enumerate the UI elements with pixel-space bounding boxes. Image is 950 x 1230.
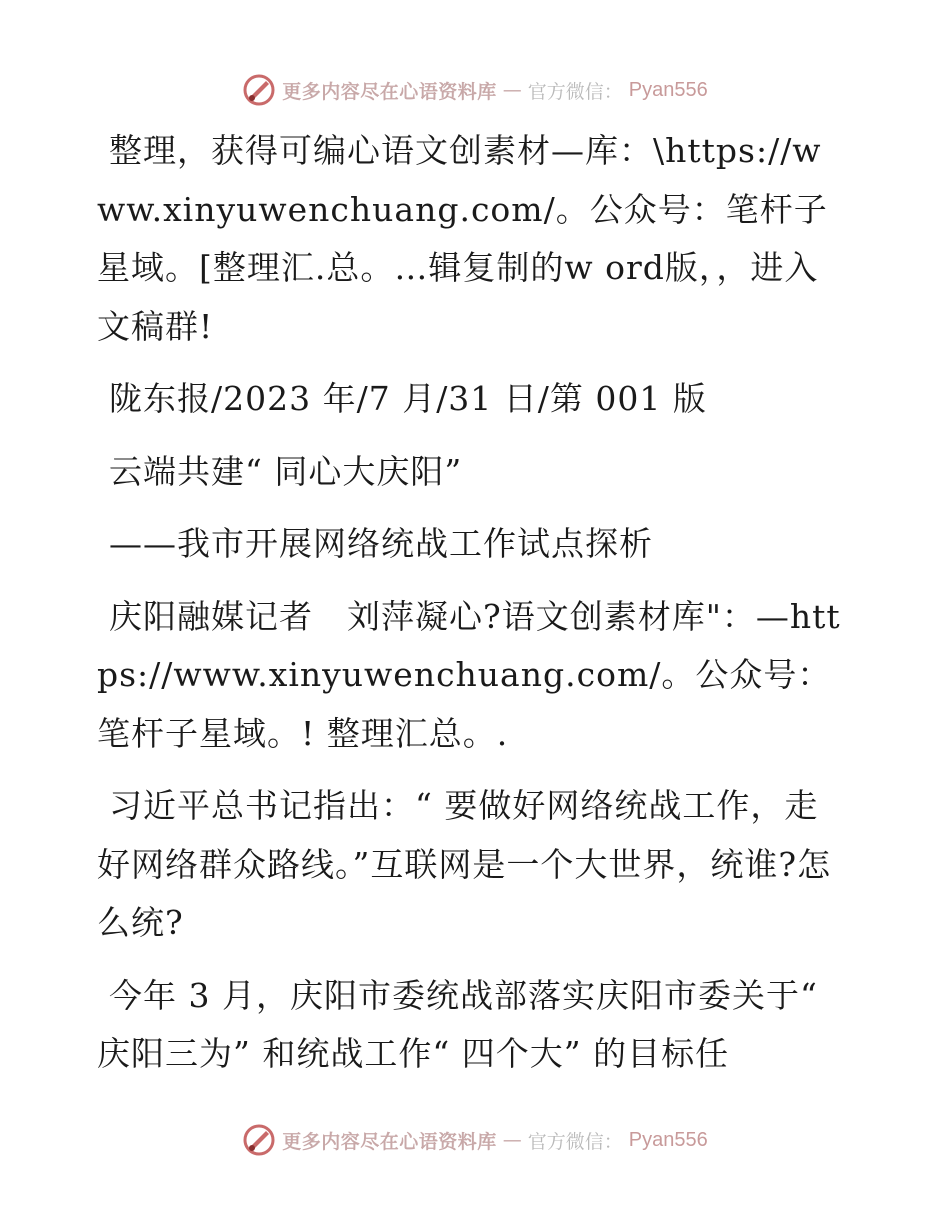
watermark-separator: — xyxy=(502,1129,522,1151)
header-watermark xyxy=(0,70,950,110)
watermark-text: 更多内容尽在心语资料库 xyxy=(282,80,497,103)
article-subtitle: ——我市开展网络统战工作试点探析 xyxy=(109,524,653,563)
article-title: 云端共建“ 同心大庆阳” xyxy=(109,451,463,491)
watermark-group xyxy=(242,1123,708,1157)
watermark-text: 更多内容尽在心语资料库 xyxy=(282,1130,497,1153)
watermark-label: 官方微信： xyxy=(527,1130,623,1153)
intro-paragraph: 整理，获得可编心语文创素材—库：\https://www.xinyuwenchuang.com/。公众号：笔杆子星域。[整理汇.总。…辑复制的w ord版，，进入文稿群! xyxy=(97,131,828,346)
watermark-separator: — xyxy=(502,79,522,101)
document-body xyxy=(97,122,847,1098)
byline-paragraph: 庆阳融媒记者 刘萍凝心?语文创素材库"：—https://www.xinyuwenchuang.com/。公众号：笔杆子星域。! 整理汇总。. xyxy=(97,596,841,753)
watermark-handle: Pyan556 xyxy=(628,1128,708,1151)
source-line: 陇东报/2023 年/7 月/31 日/第 001 版 xyxy=(109,379,707,418)
watermark-label: 官方微信： xyxy=(527,80,623,103)
quill-logo-icon xyxy=(242,1123,276,1157)
body-paragraph: 今年 3 月，庆阳市委统战部落实庆阳市委关于“ 庆阳三为” 和统战工作“ 四个大” 的目标任 xyxy=(97,975,818,1073)
body-paragraph: 习近平总书记指出：“ 要做好网络统战工作，走好网络群众路线。”互联网是一个大世界，统谁?怎么统? xyxy=(97,786,832,942)
watermark-handle: Pyan556 xyxy=(628,78,708,101)
watermark-group xyxy=(242,73,708,107)
footer-watermark xyxy=(0,1120,950,1160)
quill-logo-icon xyxy=(242,73,276,107)
